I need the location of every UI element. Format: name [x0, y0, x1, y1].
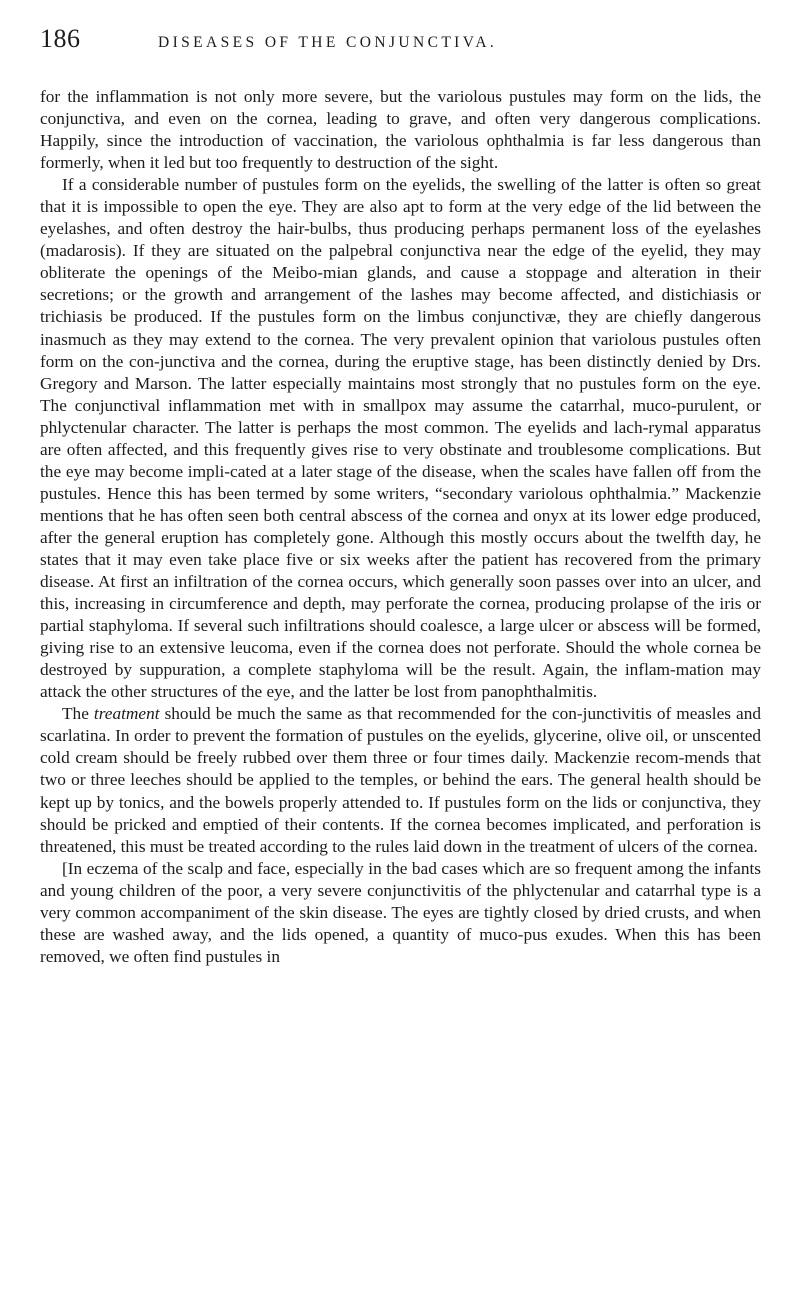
running-title: DISEASES OF THE CONJUNCTIVA. [158, 34, 498, 51]
treatment-emphasis: treatment [93, 704, 160, 724]
treatment-lead: The [62, 704, 94, 724]
paragraph-treatment [40, 703, 761, 857]
page-number: 186 [40, 24, 81, 53]
body-text [40, 86, 761, 968]
paragraph-continuation: for the inflammation is not only more severe, but the variolous pustules may form on the lids, the conjunctiva, and even on the cornea, leading to grave, and often very dangerous complications. Happily, since the introduction of vaccination, the variolous ophthalmia is far less dangerous than formerly, when it led but too frequently to destruction of the sight. [40, 87, 761, 173]
paragraph-pustules-eyelids: If a considerable number of pustules form on the eyelids, the swelling of the latter is often so great that it is impossible to open the eye. They are also apt to form at the very edge of the lid between the eyelashes, and often destroy the hair-bulbs, thus producing perhaps permanent loss of the eyelashes (madarosis). If they are situated on the palpebral conjunctiva near the edge of the eyelid, they may obliterate the openings of the Meibo-mian glands, and cause a stoppage and alteration in their secretions; or the growth and arrangement of the lashes may become affected, and distichiasis or trichiasis be produced. If the pustules form on the limbus conjunctivæ, they are chiefly dangerous inasmuch as they may extend to the cornea. The very prevalent opinion that variolous pustules often form on the con-junctiva and the cornea, during the eruptive stage, has been distinctly denied by Drs. Gregory and Marson. The latter especially maintains most strongly that no pustules form on the eye. The conjunctival inflammation met with in smallpox may assume the catarrhal, muco-purulent, or phlyctenular character. The latter is perhaps the most common. The eyelids and lach-rymal apparatus are often affected, and this frequently gives rise to very obstinate and troublesome complications. But the eye may become impli-cated at a later stage of the disease, when the scales have fallen off from the pustules. Hence this has been termed by some writers, “secondary variolous ophthalmia.” Mackenzie mentions that he has often seen both central abscess of the cornea and onyx at its lower edge produced, after the general eruption has completely gone. Although this mostly occurs about the twelfth day, he states that it may even take place five or six weeks after the patient has recovered from the primary disease. At first an infiltration of the cornea occurs, which generally soon passes over into an ulcer, and this, increasing in circumference and depth, may perforate the cornea, producing prolapse of the iris or partial staphyloma. If several such infiltrations should coalesce, a large ulcer or abscess will be formed, giving rise to an extensive leucoma, even if the cornea does not perforate. Should the whole cornea be destroyed by suppuration, a complete staphyloma will be the result. Again, the inflam-mation may attack the other structures of the eye, and the latter be lost from panophthalmitis. [40, 175, 761, 702]
treatment-text: should be much the same as that recommended for the con-junctivitis of measles and scarlatina. In order to prevent the formation of pustules on the eyelids, glycerine, olive oil, or unscented cold cream should be freely rubbed over them three or four times daily. Mackenzie recom-mends that two or three leeches should be applied to the temples, or behind the ears. The general health should be kept up by tonics, and the bowels properly attended to. If pustules form on the lids or conjunctiva, they should be pricked and emptied of their contents. If the cornea becomes implicated, and perforation is threatened, this must be treated according to the rules laid down in the treatment of ulcers of the cornea. [40, 704, 762, 856]
running-head [40, 24, 761, 54]
paragraph-eczema: [In eczema of the scalp and face, especially in the bad cases which are so frequent among the infants and young children of the poor, a very severe conjunctivitis of the phlyctenular and catarrhal type is a very common accompaniment of the skin disease. The eyes are tightly closed by dried crusts, and when these are washed away, and the lids opened, a quantity of muco-pus exudes. When this has been removed, we often find pustules in [40, 858, 761, 966]
